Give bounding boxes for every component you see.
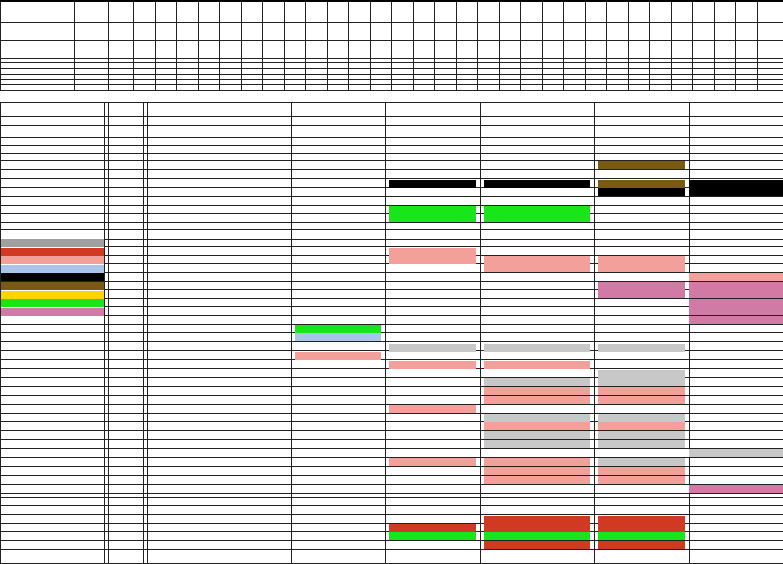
class-time-slot: [484, 180, 590, 188]
top-grid-col: [477, 0, 478, 90]
top-grid-col: [585, 0, 586, 90]
class-time-slot: [598, 524, 685, 532]
schedule-grid-row: [0, 178, 783, 179]
class-time-slot: [598, 161, 685, 169]
top-grid-row: [0, 90, 783, 91]
teacher-name: [1, 265, 104, 273]
class-time-slot: [484, 387, 590, 395]
teacher-name: [1, 273, 104, 281]
schedule-grid-row: [0, 196, 783, 197]
class-time-slot: [598, 344, 685, 352]
top-grid-col: [649, 0, 650, 90]
class-time-slot: [598, 282, 685, 290]
class-time-slot: [598, 290, 685, 298]
teacher-name: [1, 308, 104, 316]
schedule-grid-row: [0, 229, 783, 230]
schedule-grid-row: [0, 306, 783, 307]
schedule-grid-row: [0, 153, 783, 154]
class-time-slot: [389, 524, 476, 532]
class-time-slot: [598, 370, 685, 378]
class-time-slot: [389, 248, 476, 256]
class-time-slot: [484, 541, 590, 549]
class-time-slot: [389, 458, 476, 466]
schedule-grid-row: [0, 272, 783, 273]
schedule-grid-row: [0, 324, 783, 325]
schedule-grid-row: [0, 239, 783, 240]
top-grid-col: [628, 0, 629, 90]
class-time-slot: [389, 256, 476, 264]
class-time-slot: [484, 467, 590, 475]
schedule-grid-row: [0, 505, 783, 506]
schedule-grid-row: [0, 359, 783, 360]
top-grid-col: [108, 0, 109, 90]
class-time-slot: [598, 516, 685, 524]
top-grid-col: [219, 0, 220, 90]
class-time-slot: [598, 440, 685, 448]
top-grid-row: [0, 58, 783, 59]
schedule-grid-row: [0, 484, 783, 485]
class-time-slot: [484, 264, 590, 272]
class-time-slot: [689, 273, 783, 281]
class-time-slot: [484, 524, 590, 532]
class-time-slot: [484, 344, 590, 352]
top-grid-col: [606, 0, 607, 90]
schedule-grid-row: [0, 341, 783, 342]
top-grid-col: [0, 0, 1, 90]
class-time-slot: [598, 396, 685, 404]
top-grid-col: [499, 0, 500, 90]
class-time-slot: [484, 532, 590, 540]
class-time-slot: [598, 256, 685, 264]
top-grid-col: [198, 0, 199, 90]
top-grid-col: [520, 0, 521, 90]
class-time-slot: [484, 476, 590, 484]
top-grid-col: [692, 0, 693, 90]
top-grid-col: [305, 0, 306, 90]
class-time-slot: [389, 344, 476, 352]
class-time-slot: [484, 206, 590, 214]
class-time-slot: [689, 188, 783, 196]
class-time-slot: [484, 458, 590, 466]
class-time-slot: [484, 516, 590, 524]
class-time-slot: [689, 282, 783, 290]
class-time-slot: [689, 449, 783, 457]
top-grid-row: [0, 68, 783, 69]
schedule-grid-row: [0, 246, 783, 247]
schedule-grid-row: [0, 116, 783, 117]
schedule-grid-row: [0, 315, 783, 316]
top-grid-col: [757, 0, 758, 90]
top-grid-row: [0, 22, 783, 23]
class-time-slot: [598, 458, 685, 466]
schedule-grid-row: [0, 493, 783, 494]
teacher-name: [1, 248, 104, 256]
class-time-slot: [598, 467, 685, 475]
top-grid-col: [284, 0, 285, 90]
class-time-slot: [484, 256, 590, 264]
schedule-grid-row: [0, 137, 783, 138]
top-grid-col: [714, 0, 715, 90]
class-time-slot: [598, 422, 685, 430]
schedule-grid-row: [0, 448, 783, 449]
class-time-slot: [295, 352, 381, 360]
class-time-slot: [598, 476, 685, 484]
schedule-grid-row: [0, 102, 783, 103]
schedule-grid-row: [0, 497, 783, 498]
top-grid-row: [0, 40, 783, 41]
top-grid-col: [542, 0, 543, 90]
class-time-slot: [598, 541, 685, 549]
top-grid-col: [241, 0, 242, 90]
class-time-slot: [389, 206, 476, 214]
top-grid-row: [0, 74, 783, 75]
class-time-slot: [689, 307, 783, 315]
class-time-slot: [389, 214, 476, 222]
schedule-grid-row: [0, 222, 783, 223]
class-time-slot: [389, 532, 476, 540]
top-grid-col: [391, 0, 392, 90]
class-time-slot: [484, 396, 590, 404]
top-grid-col: [434, 0, 435, 90]
top-grid-col: [413, 0, 414, 90]
top-grid-col: [155, 0, 156, 90]
schedule-grid-row: [0, 125, 783, 126]
top-grid-row: [0, 79, 783, 80]
top-border: [0, 0, 783, 2]
class-time-slot: [389, 405, 476, 413]
class-time-slot: [689, 180, 783, 188]
teacher-name: [1, 256, 104, 264]
top-grid-col: [671, 0, 672, 90]
top-grid-col: [563, 0, 564, 90]
top-grid-col: [735, 0, 736, 90]
class-time-slot: [484, 214, 590, 222]
teacher-name: [1, 299, 104, 307]
teacher-name: [1, 282, 104, 290]
class-time-slot: [389, 180, 476, 188]
schedule-grid-row: [0, 332, 783, 333]
class-time-slot: [598, 431, 685, 439]
top-grid-col: [370, 0, 371, 90]
class-time-slot: [295, 333, 381, 341]
class-time-slot: [295, 325, 381, 333]
class-time-slot: [598, 180, 685, 188]
top-grid-col: [456, 0, 457, 90]
class-time-slot: [598, 532, 685, 540]
top-grid-col: [348, 0, 349, 90]
class-time-slot: [484, 440, 590, 448]
top-grid-col: [74, 0, 75, 90]
class-time-slot: [689, 299, 783, 307]
schedule-grid-row: [0, 145, 783, 146]
top-grid-row: [0, 84, 783, 85]
class-time-slot: [389, 361, 476, 369]
class-time-slot: [484, 378, 590, 386]
schedule-grid-row: [0, 514, 783, 515]
top-grid-col: [176, 0, 177, 90]
class-time-slot: [484, 414, 590, 422]
top-grid-col: [133, 0, 134, 90]
class-time-slot: [598, 387, 685, 395]
teacher-name: [1, 291, 104, 299]
schedule-grid-row: [0, 549, 783, 550]
class-time-slot: [598, 188, 685, 196]
teacher-name: [1, 239, 104, 247]
class-time-slot: [484, 431, 590, 439]
class-time-slot: [598, 414, 685, 422]
class-time-slot: [689, 316, 783, 324]
top-grid-row: [0, 62, 783, 63]
schedule-grid-row: [0, 298, 783, 299]
schedule-grid-row: [0, 169, 783, 170]
class-time-slot: [484, 422, 590, 430]
top-grid-col: [327, 0, 328, 90]
class-time-slot: [598, 264, 685, 272]
class-time-slot: [598, 378, 685, 386]
class-time-slot: [689, 485, 783, 493]
class-time-slot: [484, 361, 590, 369]
top-grid-col: [262, 0, 263, 90]
class-time-slot: [689, 290, 783, 298]
